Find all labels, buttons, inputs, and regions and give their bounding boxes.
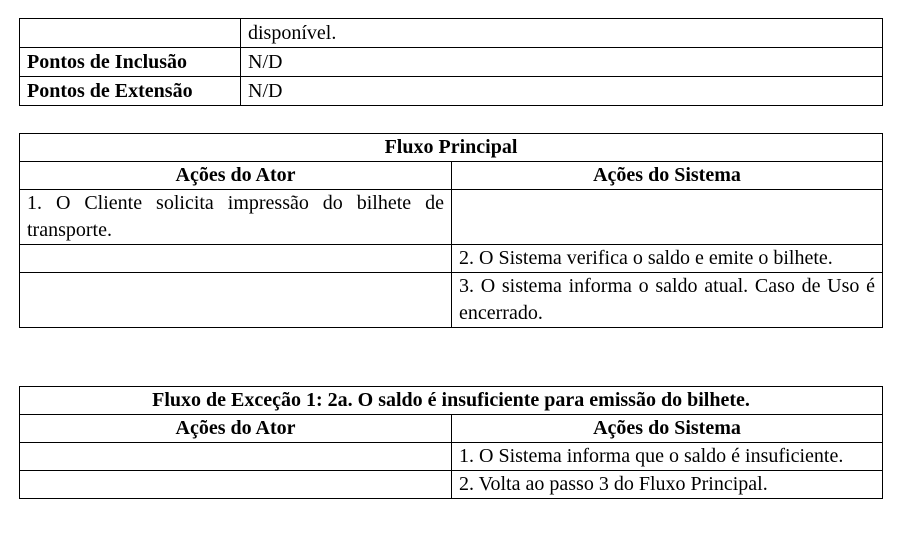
- empty-cell: [20, 471, 452, 499]
- exception-flow-table: [19, 386, 883, 499]
- exception-flow-title: Fluxo de Exceção 1: 2a. O saldo é insuficiente para emissão do bilhete.: [20, 387, 883, 415]
- actor-actions-header: Ações do Ator: [20, 162, 452, 190]
- inclusion-points-label: Pontos de Inclusão: [20, 48, 241, 77]
- inclusion-points-value: N/D: [241, 48, 883, 77]
- system-actions-header: Ações do Sistema: [452, 162, 883, 190]
- actor-step-1: 1. O Cliente solicita impressão do bilhete de transporte.: [20, 190, 452, 245]
- table-row: [20, 443, 883, 471]
- table-row: [20, 190, 883, 245]
- table-row: [20, 273, 883, 328]
- system-actions-header: Ações do Sistema: [452, 415, 883, 443]
- table-header-row: [20, 162, 883, 190]
- exception-system-step-1: 1. O Sistema informa que o saldo é insuficiente.: [452, 443, 883, 471]
- table-title-row: [20, 134, 883, 162]
- extension-points-label: Pontos de Extensão: [20, 77, 241, 106]
- main-flow-title: Fluxo Principal: [20, 134, 883, 162]
- main-flow-table: [19, 133, 883, 328]
- empty-cell: [20, 443, 452, 471]
- empty-cell: [452, 190, 883, 245]
- table-title-row: [20, 387, 883, 415]
- table-header-row: [20, 415, 883, 443]
- empty-cell: [20, 19, 241, 48]
- table-row: [20, 471, 883, 499]
- actor-actions-header: Ações do Ator: [20, 415, 452, 443]
- extension-points-value: N/D: [241, 77, 883, 106]
- table-row: [20, 19, 883, 48]
- table-row: [20, 48, 883, 77]
- exception-system-step-2: 2. Volta ao passo 3 do Fluxo Principal.: [452, 471, 883, 499]
- table-row: [20, 245, 883, 273]
- table-row: [20, 77, 883, 106]
- system-step-2: 2. O Sistema verifica o saldo e emite o bilhete.: [452, 245, 883, 273]
- system-step-3: 3. O sistema informa o saldo atual. Caso de Uso é encerrado.: [452, 273, 883, 328]
- continued-text-cell: disponível.: [241, 19, 883, 48]
- empty-cell: [20, 245, 452, 273]
- empty-cell: [20, 273, 452, 328]
- use-case-info-table: [19, 18, 883, 106]
